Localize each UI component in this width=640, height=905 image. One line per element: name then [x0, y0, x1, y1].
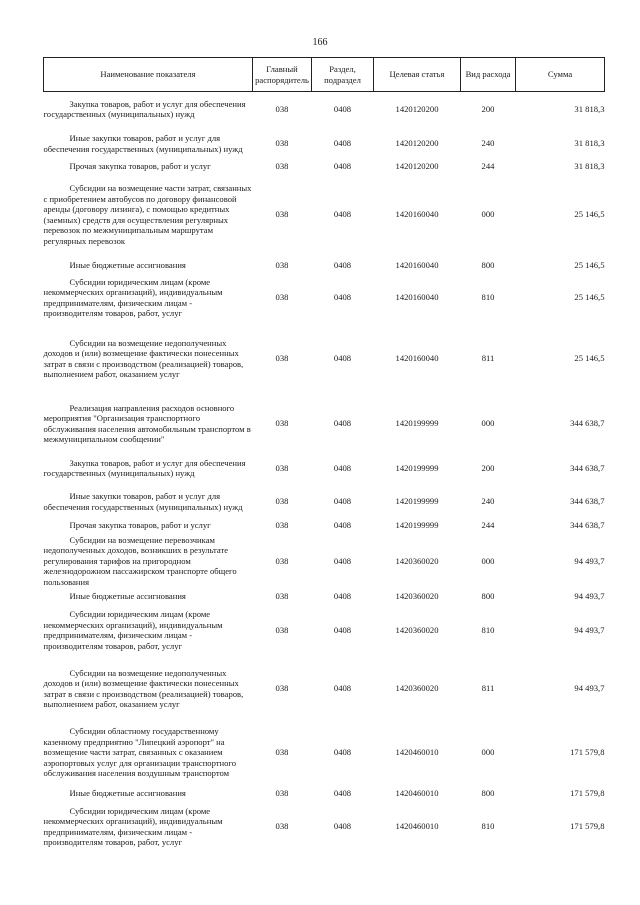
table-row	[44, 590, 605, 604]
row-sum: 171 579,8	[570, 821, 605, 832]
row-manager: 038	[275, 555, 289, 566]
row-type: 000	[481, 418, 495, 429]
row-target: 1420360020	[395, 591, 439, 602]
row-manager: 038	[275, 292, 289, 303]
row-target: 1420360020	[395, 624, 439, 635]
table-row	[44, 721, 605, 785]
row-type: 200	[481, 462, 495, 473]
row-section: 0408	[333, 259, 352, 270]
row-type: 240	[481, 138, 495, 149]
row-manager: 038	[275, 259, 289, 270]
row-type: 800	[481, 259, 495, 270]
row-target: 1420120200	[395, 161, 439, 172]
row-sum: 171 579,8	[570, 747, 605, 758]
table-row	[44, 274, 605, 322]
row-type: 810	[481, 624, 495, 635]
row-section: 0408	[333, 209, 352, 220]
row-type: 240	[481, 496, 495, 507]
row-target: 1420199999	[395, 520, 439, 531]
row-name: Субсидии на возмещение перевозчикам недополученных доходов, возникших в результате регулирования тарифов на пригородном железнодорожном пассажирском транспорте общего пользования	[43, 534, 237, 587]
row-sum: 344 638,7	[570, 462, 605, 473]
table-row	[44, 452, 605, 485]
header-sum: Сумма	[516, 58, 605, 92]
row-target: 1420120200	[395, 138, 439, 149]
table-header-row	[44, 58, 605, 92]
table-row	[44, 533, 605, 590]
row-name: Иные закупки товаров, работ и услуг для обеспечения государственных (муниципальных) нужд	[43, 133, 243, 154]
table-row	[44, 519, 605, 533]
row-target: 1420199999	[395, 496, 439, 507]
row-name: Закупка товаров, работ и услуг для обеспечения государственных (муниципальных) нужд	[43, 98, 246, 120]
row-section: 0408	[333, 418, 352, 429]
table-row	[44, 92, 605, 127]
row-type: 000	[481, 209, 495, 220]
row-name: Иные бюджетные ассигнования	[69, 259, 186, 270]
row-name: Прочая закупка товаров, работ и услуг	[69, 520, 211, 531]
row-manager: 038	[275, 624, 289, 635]
row-manager: 038	[275, 821, 289, 832]
row-name: Субсидии на возмещение недополученных доходов и (или) возмещение фактически понесенных затрат в связи с производством (реализацией) товаров, выполнением работ, оказанием услуг	[43, 667, 244, 709]
header-target: Целевая статья	[374, 58, 461, 92]
row-target: 1420199999	[395, 462, 439, 473]
row-sum: 25 146,5	[574, 259, 605, 270]
row-manager: 038	[275, 683, 289, 694]
row-type: 000	[481, 747, 495, 758]
row-section: 0408	[333, 292, 352, 303]
row-type: 810	[481, 292, 495, 303]
row-type: 811	[481, 683, 495, 694]
page-number: 166	[312, 37, 328, 48]
row-manager: 038	[275, 161, 289, 172]
row-target: 1420360020	[395, 555, 439, 566]
row-name: Реализация направления расходов основного мероприятия "Организация транспортного обслуживания населения автомобильным транспортом в межмуниципальном сообщении"	[43, 402, 251, 444]
row-section: 0408	[333, 591, 352, 602]
row-sum: 94 493,7	[574, 591, 605, 602]
row-section: 0408	[333, 353, 352, 364]
row-sum: 344 638,7	[570, 520, 605, 531]
row-section: 0408	[333, 520, 352, 531]
row-type: 800	[481, 787, 495, 798]
row-section: 0408	[333, 104, 352, 114]
table-row	[44, 173, 605, 257]
table-row	[44, 657, 605, 721]
row-name: Субсидии на возмещение недополученных доходов и (или) возмещение фактически понесенных затрат в связи с производством (реализацией) товаров, выполнением работ, оказанием услуг	[43, 337, 244, 379]
row-name: Субсидии юридическим лицам (кроме некоммерческих организаций), индивидуальным предпринимателям, физическим лицам - производителям товаров, работ, услуг	[43, 276, 223, 318]
table-row	[44, 604, 605, 657]
table-row	[44, 322, 605, 396]
row-manager: 038	[275, 104, 289, 114]
row-target: 1420460010	[395, 787, 439, 798]
row-sum: 344 638,7	[570, 496, 605, 507]
table-row	[44, 396, 605, 452]
row-name: Закупка товаров, работ и услуг для обеспечения государственных (муниципальных) нужд	[43, 457, 246, 478]
row-sum: 94 493,7	[574, 683, 605, 694]
row-manager: 038	[275, 138, 289, 149]
row-target: 1420460010	[395, 821, 439, 832]
table-row	[44, 785, 605, 802]
row-sum: 31 818,3	[574, 161, 605, 172]
row-manager: 038	[275, 787, 289, 798]
row-manager: 038	[275, 496, 289, 507]
row-section: 0408	[333, 683, 352, 694]
row-section: 0408	[333, 624, 352, 635]
row-manager: 038	[275, 462, 289, 473]
row-sum: 344 638,7	[570, 418, 605, 429]
row-manager: 038	[275, 209, 289, 220]
row-target: 1420160040	[395, 259, 439, 270]
table-row	[44, 802, 605, 852]
row-section: 0408	[333, 496, 352, 507]
row-sum: 31 818,3	[574, 138, 605, 149]
row-sum: 171 579,8	[570, 787, 605, 798]
row-target: 1420360020	[395, 683, 439, 694]
table-row	[44, 127, 605, 161]
row-section: 0408	[333, 787, 352, 798]
row-target: 1420199999	[395, 418, 439, 429]
row-section: 0408	[333, 821, 352, 832]
row-manager: 038	[275, 418, 289, 429]
row-sum: 94 493,7	[574, 624, 605, 635]
row-name: Субсидии юридическим лицам (кроме некоммерческих организаций), индивидуальным предпринимателям, физическим лицам - производителям товаров, работ, услуг	[43, 805, 223, 847]
row-section: 0408	[333, 462, 352, 473]
row-type: 200	[481, 104, 495, 114]
row-name: Субсидии юридическим лицам (кроме некоммерческих организаций), индивидуальным предпринимателям, физическим лицам - производителям товаров, работ, услуг	[43, 609, 223, 651]
row-type: 811	[481, 353, 495, 364]
row-name: Иные бюджетные ассигнования	[69, 787, 186, 798]
row-name: Субсидии на возмещение части затрат, связанных с приобретением автобусов по договору финансовой аренды (договору лизинга), с помощью кредитных (заемных) средств для осуществления регулярных перевозок по межмуниципальным маршрутам регулярных перевозок	[43, 183, 252, 246]
row-type: 800	[481, 591, 495, 602]
row-target: 1420160040	[395, 209, 439, 220]
row-name: Прочая закупка товаров, работ и услуг	[69, 161, 211, 172]
row-manager: 038	[275, 591, 289, 602]
row-target: 1420160040	[395, 353, 439, 364]
row-sum: 31 818,3	[574, 104, 605, 114]
row-sum: 94 493,7	[574, 555, 605, 566]
row-type: 810	[481, 821, 495, 832]
table-row	[44, 257, 605, 274]
row-name: Иные бюджетные ассигнования	[69, 591, 186, 602]
row-section: 0408	[333, 161, 352, 172]
header-type: Вид расхода	[461, 58, 516, 92]
row-manager: 038	[275, 353, 289, 364]
row-target: 1420120200	[395, 104, 439, 114]
row-sum: 25 146,5	[574, 353, 605, 364]
header-name: Наименование показателя	[44, 58, 253, 92]
header-manager: Главный распорядитель	[253, 58, 312, 92]
row-section: 0408	[333, 138, 352, 149]
row-target: 1420160040	[395, 292, 439, 303]
budget-table	[43, 57, 605, 852]
row-name: Субсидии областному государственному казенному предприятию "Липецкий аэропорт" на возмещение части затрат, связанных с оказанием аэропортовых услуг для организации транспортного обслуживания населения воздушным транспортом	[43, 726, 237, 779]
header-section: Раздел, подраздел	[312, 58, 374, 92]
row-target: 1420460010	[395, 747, 439, 758]
row-type: 000	[481, 555, 495, 566]
row-type: 244	[481, 520, 495, 531]
table-row	[44, 161, 605, 173]
table-row	[44, 485, 605, 519]
row-section: 0408	[333, 747, 352, 758]
row-type: 244	[481, 161, 495, 172]
row-name: Иные закупки товаров, работ и услуг для обеспечения государственных (муниципальных) нужд	[43, 491, 243, 512]
row-sum: 25 146,5	[574, 209, 605, 220]
row-manager: 038	[275, 747, 289, 758]
row-section: 0408	[333, 555, 352, 566]
row-manager: 038	[275, 520, 289, 531]
row-sum: 25 146,5	[574, 292, 605, 303]
